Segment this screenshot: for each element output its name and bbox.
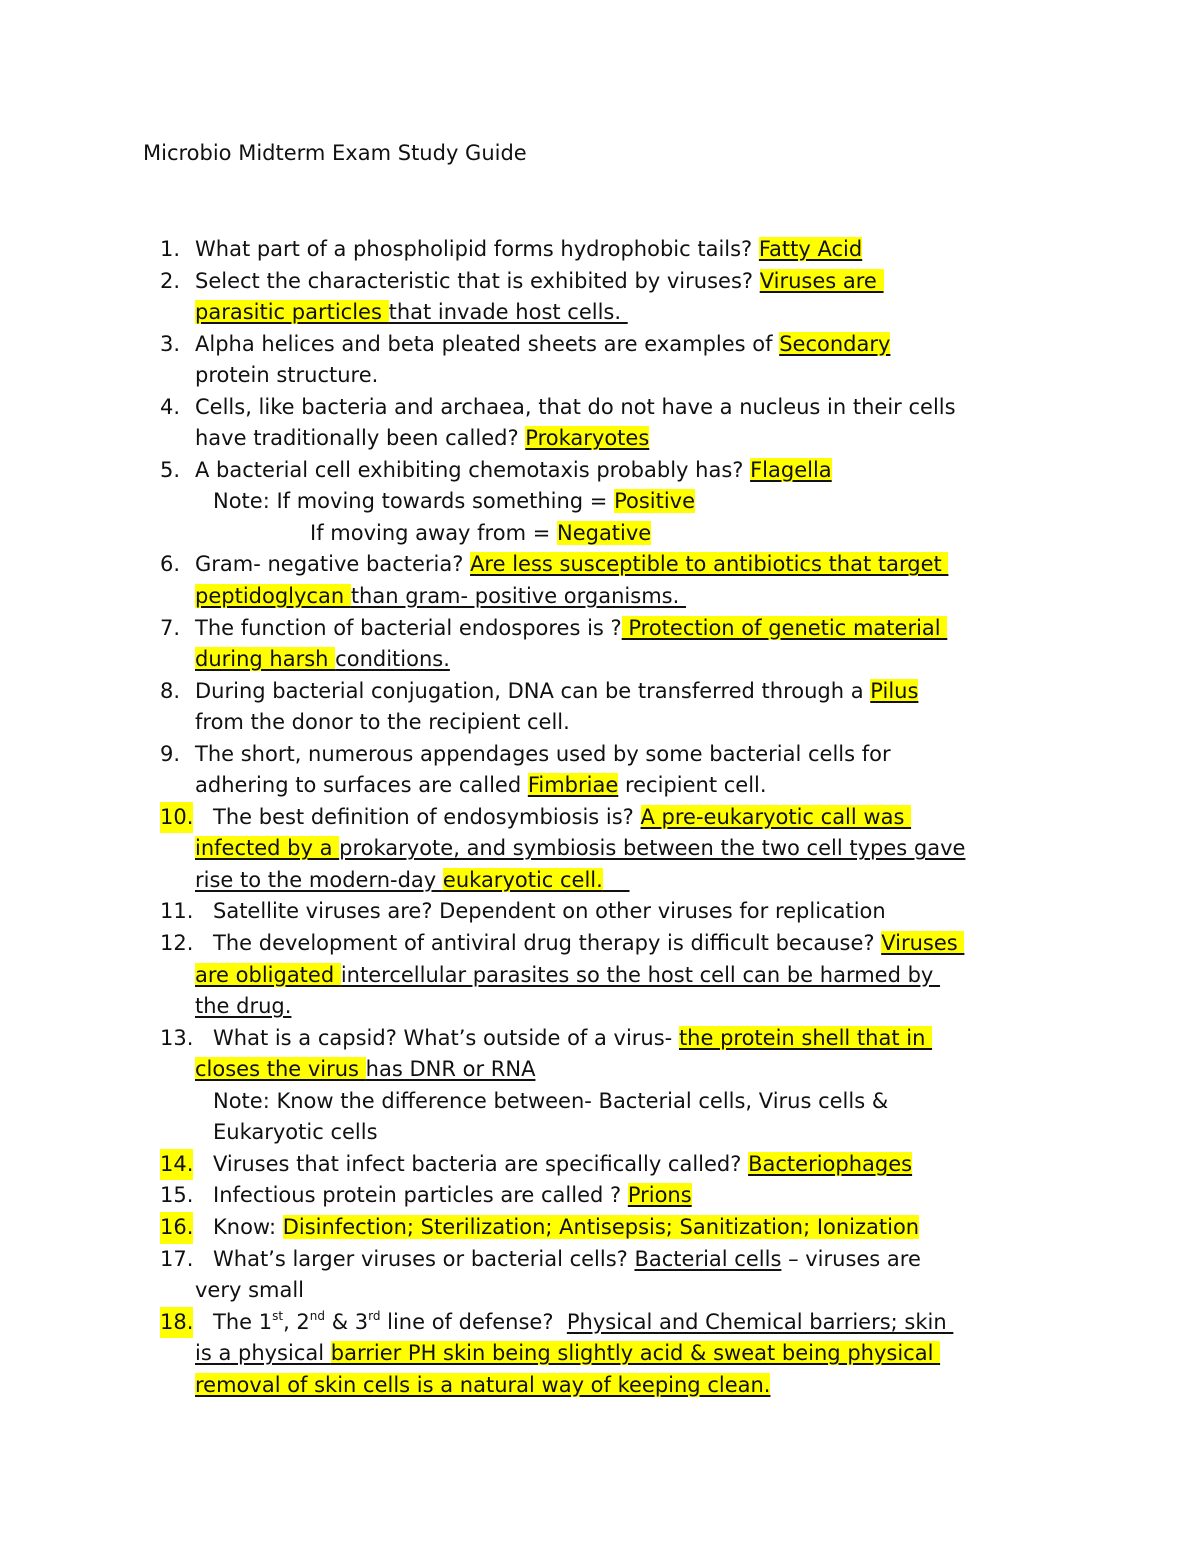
text-segment: The best definition of endosymbiosis is? [213,804,641,829]
highlighted-answer-text: the protein shell that in [678,1025,933,1050]
text-segment: Select the characteristic that is exhibited by viruses? [195,268,760,293]
text-segment: conditions. [335,647,450,672]
note-line [0,1086,1200,1118]
highlighted-answer-text: Secondary [779,331,891,356]
text-segment: The 1 [213,1309,273,1334]
highlighted-answer-text: infected by a [195,836,340,861]
text-segment: The short, numerous appendages used by some bacterial cells for [195,741,891,766]
highlighted-answer-text: Prions [627,1183,692,1208]
item-number: 3. [160,331,181,356]
text-segment: rise to the modern-day [195,867,443,892]
list-item [0,1023,1200,1149]
question-line [0,329,1200,361]
item-number: 8. [160,678,181,703]
superscript-text: rd [368,1308,381,1323]
item-number: 5. [160,457,181,482]
text-segment: has DNR or RNA [365,1057,536,1082]
item-number: 11. [160,899,194,924]
question-line [0,739,1200,771]
highlighted-answer-text: Negative [556,520,652,545]
text-segment: Physical and Chemical barriers; skin [566,1309,954,1334]
list-item [0,676,1200,739]
text-segment: & 3 [325,1309,369,1334]
item-number: 18. [160,1307,193,1339]
list-item [0,266,1200,329]
list-item [0,329,1200,392]
question-continuation-line [0,991,1200,1023]
question-continuation-line [0,770,1200,802]
text-segment: protein structure. [195,363,379,388]
list-item [0,613,1200,676]
highlighted-answer-text: Bacteriophages [748,1151,913,1176]
question-continuation-line [0,1370,1200,1402]
list-item [0,1212,1200,1244]
list-item [0,1149,1200,1181]
text-segment: intercellular parasites so the host cell can be harmed by [340,962,941,987]
list-item [0,392,1200,455]
item-number: 2. [160,268,181,293]
question-continuation-line [0,1338,1200,1370]
text-segment: is a physical [195,1341,331,1366]
text-segment: Eukaryotic cells [213,1120,378,1145]
note-line [0,518,1200,550]
question-line [0,1307,1200,1339]
item-number: 10. [160,802,193,834]
text-segment: What part of a phospholipid forms hydrophobic tails? [195,237,759,261]
question-continuation-line [0,423,1200,455]
text-segment: than gram- positive organisms. [350,584,686,609]
text-segment: What is a capsid? What’s outside of a virus- [213,1025,679,1050]
list-item [0,234,1200,266]
item-number: 15. [160,1183,194,1208]
highlighted-answer-text: peptidoglycan [195,584,351,609]
list-item [0,928,1200,1023]
question-continuation-line [0,960,1200,992]
list-item [0,896,1200,928]
text-segment: The function of bacterial endospores is ? [195,615,622,640]
item-number: 14. [160,1149,193,1181]
question-continuation-line [0,833,1200,865]
list-item [0,1307,1200,1402]
question-line [0,928,1200,960]
list-item [0,549,1200,612]
highlighted-answer-text: barrier PH skin being slightly acid & sweat being physical [330,1341,941,1366]
item-number: 6. [160,552,181,577]
question-line [0,1212,1200,1244]
highlighted-answer-text: Positive [614,489,696,514]
text-segment: During bacterial conjugation, DNA can be transferred through a [195,678,871,703]
text-segment: Infectious protein particles are called ? [213,1183,628,1208]
list-item [0,1180,1200,1212]
question-continuation-line [0,707,1200,739]
text-segment: Cells, like bacteria and archaea, that do not have a nucleus in their cells [195,394,956,419]
item-number: 13. [160,1025,194,1050]
question-continuation-line [0,1054,1200,1086]
question-line [0,266,1200,298]
text-segment: very small [195,1278,305,1303]
text-segment: that invade host cells. [388,300,628,325]
highlighted-answer-text: Viruses are [759,268,884,293]
question-list [0,234,1200,1401]
highlighted-answer-text: during harsh [195,647,336,672]
highlighted-answer-text: closes the virus [195,1057,366,1082]
question-continuation-line [0,1275,1200,1307]
text-segment: – viruses are [781,1246,921,1271]
highlighted-answer-text: Protection of genetic material [621,615,948,640]
highlighted-answer-text: Are less susceptible to antibiotics that target [470,552,949,577]
item-number: 1. [160,237,181,261]
highlighted-answer-text: Pilus [870,678,919,703]
question-continuation-line [0,865,1200,897]
highlighted-answer-text: Fatty Acid [758,237,863,261]
text-segment: adhering to surfaces are called [195,773,528,798]
highlighted-answer-text: Prokaryotes [525,426,650,451]
question-line [0,802,1200,834]
highlighted-answer-text: Disinfection; Sterilization; Antisepsis; Sanitization; Ionization [282,1214,920,1239]
text-segment [603,868,630,892]
text-segment: Alpha helices and beta pleated sheets are examples of [195,331,780,356]
item-number: 16. [160,1212,193,1244]
highlighted-answer-text: eukaryotic cell. [442,867,603,892]
text-segment: line of defense? [380,1309,567,1334]
text-segment: prokaryote, and symbiosis between the two cell types gave [339,836,966,861]
question-line [0,1149,1200,1181]
item-number: 17. [160,1246,194,1271]
text-segment: Gram- negative bacteria? [195,552,471,577]
highlighted-answer-text: are obligated [195,962,341,987]
text-segment: Bacterial cells [634,1246,782,1271]
list-item [0,802,1200,897]
question-line [0,1023,1200,1055]
highlighted-answer-text: A pre-eukaryotic call was [640,804,912,829]
question-continuation-line [0,360,1200,392]
text-segment: If moving away from = [310,520,557,545]
superscript-text: nd [309,1308,326,1323]
text-segment: from the donor to the recipient cell. [195,710,570,735]
text-segment: have traditionally been called? [195,426,526,451]
highlighted-answer-text: parasitic particles [195,300,389,325]
question-line [0,1180,1200,1212]
question-line [0,1244,1200,1276]
highlighted-answer-text: removal of skin cells is a natural way of keeping clean. [195,1372,771,1397]
question-line [0,676,1200,708]
text-segment: the drug. [195,994,292,1019]
note-line [0,1117,1200,1149]
note-line [0,486,1200,518]
item-number: 7. [160,615,181,640]
question-continuation-line [0,644,1200,676]
item-number: 12. [160,931,194,956]
text-segment: recipient cell. [618,773,767,798]
text-segment: Satellite viruses are? Dependent on other viruses for replication [213,899,886,924]
question-continuation-line [0,581,1200,613]
document-title: Microbio Midterm Exam Study Guide [143,141,527,165]
item-number: 4. [160,394,181,419]
question-continuation-line [0,297,1200,329]
list-item [0,739,1200,802]
text-segment: The development of antiviral drug therapy is difficult because? [213,931,882,956]
text-segment: Note: Know the difference between- Bacterial cells, Virus cells & [213,1088,889,1113]
question-line [0,613,1200,645]
highlighted-answer-text: Flagella [750,457,832,482]
question-line [0,549,1200,581]
question-line [0,455,1200,487]
text-segment: Know: [213,1214,283,1239]
highlighted-answer-text: Viruses [881,931,965,956]
question-line [0,234,1200,266]
list-item [0,1244,1200,1307]
superscript-text: st [272,1308,284,1323]
text-segment: Note: If moving towards something = [213,489,615,514]
list-item [0,455,1200,550]
item-number: 9. [160,741,181,766]
question-line [0,896,1200,928]
text-segment: A bacterial cell exhibiting chemotaxis probably has? [195,457,751,482]
highlighted-answer-text: Fimbriae [527,773,619,798]
text-segment: , 2 [283,1309,310,1334]
text-segment: Viruses that infect bacteria are specifically called? [213,1151,749,1176]
text-segment: What’s larger viruses or bacterial cells? [213,1246,635,1271]
question-line [0,392,1200,424]
